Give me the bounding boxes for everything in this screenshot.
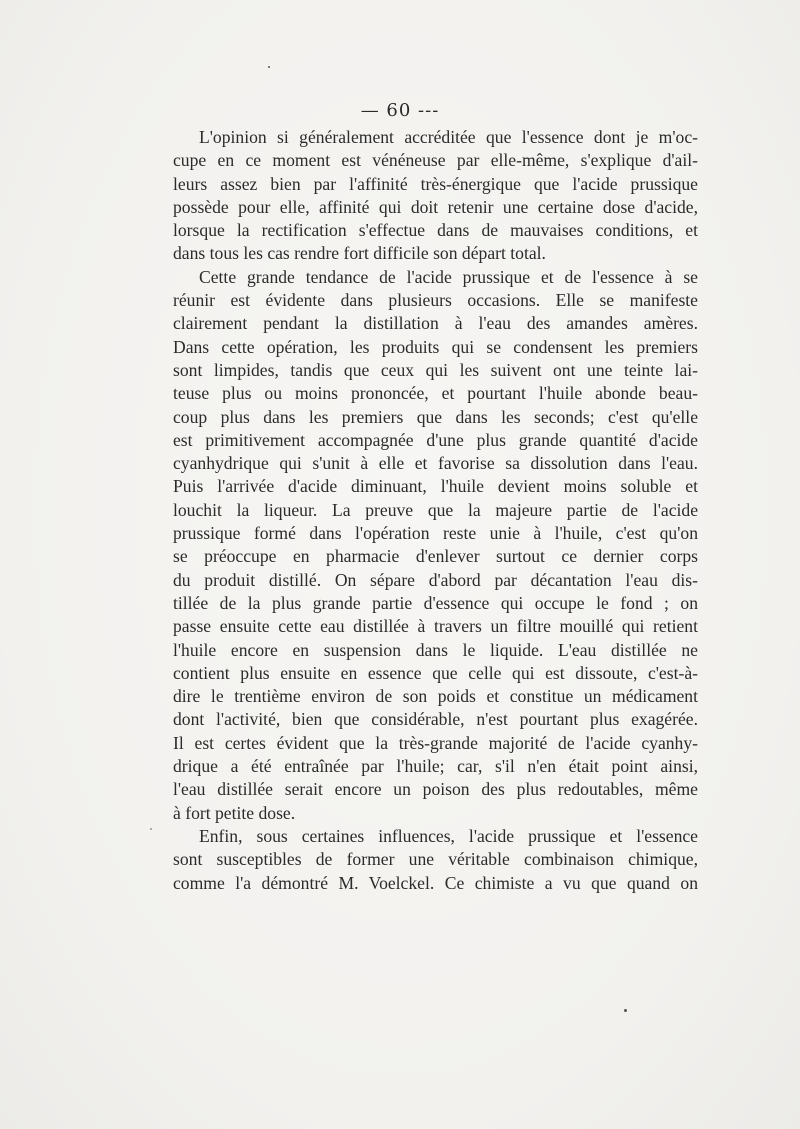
text-line: Enfin, sous certaines influences, l'acide prussique et l'essence — [199, 825, 698, 846]
text-line: prussique formé dans l'opération reste unie à l'huile, c'est qu'on — [173, 523, 698, 544]
text-line: clairement pendant la distillation à l'eau des amandes amères. — [173, 313, 698, 334]
paragraph-2 — [173, 266, 698, 825]
body-text — [173, 126, 698, 895]
text-line: Cette grande tendance de l'acide prussique et de l'essence à se — [199, 266, 698, 287]
text-line: tillée de la plus grande partie d'essence qui occupe le fond ; on — [173, 592, 698, 613]
text-line: dont l'activité, bien que considérable, n'est pourtant plus exagérée. — [173, 709, 698, 730]
paper-speck — [150, 828, 152, 830]
text-line: sont susceptibles de former une véritable combinaison chimique, — [173, 849, 698, 870]
text-line: sont limpides, tandis que ceux qui les suivent ont une teinte lai- — [173, 359, 698, 380]
paragraph-1 — [173, 126, 698, 266]
paper-speck — [268, 66, 270, 68]
text-line: est primitivement accompagnée d'une plus grande quantité d'acide — [173, 429, 698, 450]
text-line: lorsque la rectification s'effectue dans de mauvaises conditions, et — [173, 220, 698, 241]
text-line: Il est certes évident que la très-grande majorité de l'acide cyanhy- — [173, 732, 698, 753]
text-line: comme l'a démontré M. Voelckel. Ce chimiste a vu que quand on — [173, 872, 698, 893]
text-line: l'huile encore en suspension dans le liquide. L'eau distillée ne — [173, 639, 698, 660]
text-line: Puis l'arrivée d'acide diminuant, l'huile devient moins soluble et — [173, 476, 698, 497]
text-line: louchit la liqueur. La preuve que la majeure partie de l'acide — [173, 499, 698, 520]
text-line: à fort petite dose. — [173, 802, 296, 823]
text-line: teuse plus ou moins prononcée, et pourtant l'huile abonde beau- — [173, 383, 698, 404]
text-line: L'opinion si généralement accréditée que l'essence dont je m'oc- — [199, 127, 698, 147]
page-number: — 60 --- — [360, 100, 440, 121]
text-line: Dans cette opération, les produits qui se condensent les premiers — [173, 336, 698, 357]
paragraph-3 — [173, 825, 698, 895]
text-line: cupe en ce moment est vénéneuse par elle-même, s'explique d'ail- — [173, 150, 698, 171]
text-line: drique a été entraînée par l'huile; car, s'il n'en était point ainsi, — [173, 756, 698, 777]
text-line: possède pour elle, affinité qui doit retenir une certaine dose d'acide, — [173, 196, 698, 217]
text-line: leurs assez bien par l'affinité très-énergique que l'acide prussique — [173, 173, 698, 194]
text-line: dire le trentième environ de son poids et constitue un médicament — [173, 686, 698, 707]
paper-speck — [624, 1009, 627, 1012]
text-line: contient plus ensuite en essence que celle qui est dissoute, c'est-à- — [173, 662, 698, 683]
text-line: dans tous les cas rendre fort difficile son départ total. — [173, 243, 546, 264]
text-line: passe ensuite cette eau distillée à travers un filtre mouillé qui retient — [173, 616, 698, 637]
text-line: réunir est évidente dans plusieurs occasions. Elle se manifeste — [173, 290, 698, 311]
text-line: cyanhydrique qui s'unit à elle et favorise sa dissolution dans l'eau. — [173, 453, 698, 474]
text-line: se préoccupe en pharmacie d'enlever surtout ce dernier corps — [173, 546, 698, 567]
text-line: coup plus dans les premiers que dans les seconds; c'est qu'elle — [173, 406, 698, 427]
text-line: l'eau distillée serait encore un poison des plus redoutables, même — [173, 779, 698, 800]
text-line: du produit distillé. On sépare d'abord par décantation l'eau dis- — [173, 569, 698, 590]
